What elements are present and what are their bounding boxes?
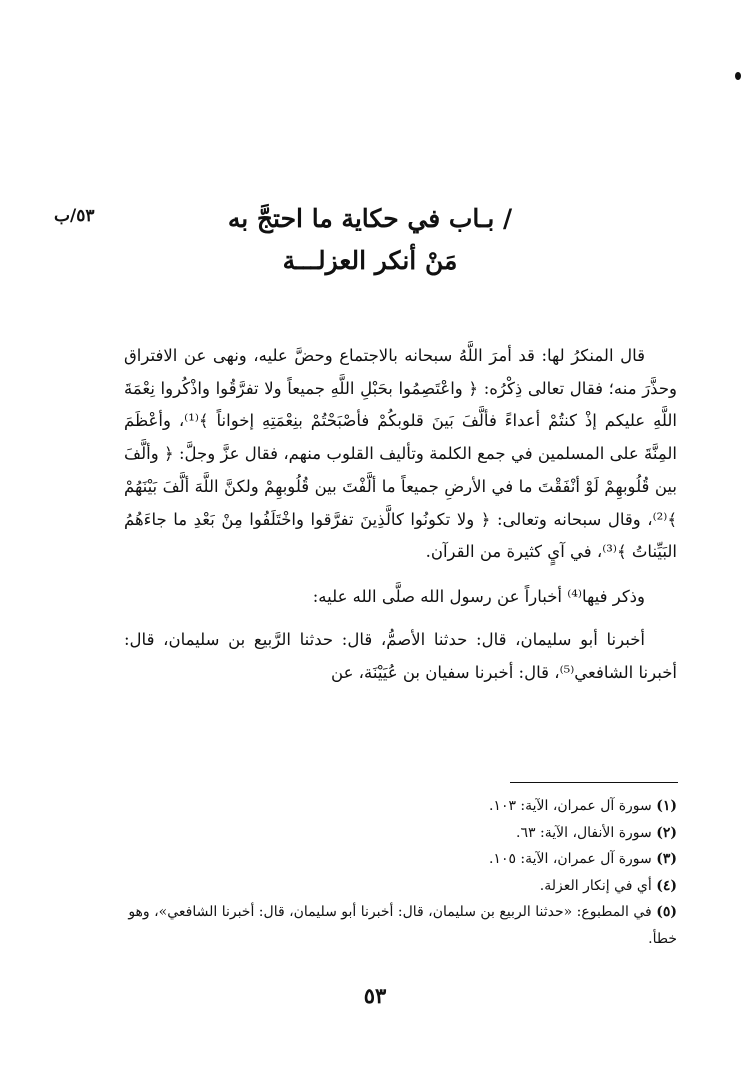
footnote-number: (٢) xyxy=(656,824,677,841)
paragraph-1: قال المنكرُ لها: قد أمرَ اللَّهُ سبحانه بالاجتماع وحضَّ عليه، ونهى عن الافتراق وحذَّرَ منه؛ فقال تعالى ذِكْرُه: ﴿ واعْتَصِمُوا بحَبْلِ اللَّهِ جميعاً ولا تفرَّقُوا واذْكُروا نِعْمَةَ اللَّهِ عليكم إذْ كنتُمْ أعداءً فألَّفَ بَينَ قلوبكُمْ فأصْبَحْتُمْ بنِعْمَتِهِ إخواناً ﴾⁽¹⁾، وأعْظَمَ المِنَّةَ على المسلمين في جمع الكلمة وتأليف القلوب منهم، فقال عزَّ وجلَّ: ﴿ وألَّفَ بين قُلُوبهِمْ لَوْ أنْفَقْتَ ما في الأرضِ جميعاً ما ألَّفْتَ بين قُلُوبهِمْ ولكنَّ اللَّهَ ألَّفَ بَيْنَهُمْ ﴾⁽²⁾، وقال سبحانه وتعالى: ﴿ ولا تكونُوا كالَّذِينَ تفرَّقوا واخْتَلَفُوا مِنْ بَعْدِ ما جاءَهُمُ البَيِّناتُ ﴾⁽³⁾، في آيٍ كثيرة من القرآن. xyxy=(124,346,677,562)
edge-mark xyxy=(735,72,741,80)
page-number: ٥٣ xyxy=(363,983,387,1008)
footnote-5 xyxy=(124,899,677,952)
chapter-heading-line-2: مَنْ أنكر العزلـــة xyxy=(282,246,458,275)
footnote-number: (٥) xyxy=(656,904,677,920)
footnote-4 xyxy=(124,873,677,900)
footnote-number: (٤) xyxy=(656,877,677,894)
body-text xyxy=(124,340,677,689)
folio-marker: ٥٣/ب xyxy=(54,206,95,226)
footnote-number: (١) xyxy=(656,798,677,814)
paragraph-2: وذكر فيها⁽⁴⁾ أخباراً عن رسول الله صلَّى الله عليه: xyxy=(312,586,645,606)
footnote-text: سورة آل عمران، الآية: ١٠٣. xyxy=(488,798,652,814)
footnote-text: سورة آل عمران، الآية: ١٠٥. xyxy=(488,851,652,867)
footnote-text: سورة الأنفال، الآية: ٦٣. xyxy=(516,824,652,841)
chapter-heading-line-1: / بـاب في حكاية ما احتجَّ به xyxy=(227,204,513,233)
footnote-text: أي في إنكار العزلة. xyxy=(539,877,652,894)
footnotes xyxy=(124,793,677,952)
footnote-separator xyxy=(510,782,678,783)
chapter-heading xyxy=(120,198,620,282)
footnote-1 xyxy=(124,793,677,820)
footnote-number: (٣) xyxy=(656,851,677,867)
footnote-3 xyxy=(124,846,677,873)
footnote-text: في المطبوع: «حدثنا الربيع بن سليمان، قال: أخبرنا أبو سليمان، قال: أخبرنا الشافعي»، وهو خطأ. xyxy=(128,904,677,947)
paragraph-3: أخبرنا أبو سليمان، قال: حدثنا الأصمُّ، قال: حدثنا الرَّبيع بن سليمان، قال: أخبرنا الشافعي⁽⁵⁾، قال: أخبرنا سفيان بن عُيَيْنَة، عن xyxy=(124,629,677,682)
footnote-2 xyxy=(124,820,677,847)
